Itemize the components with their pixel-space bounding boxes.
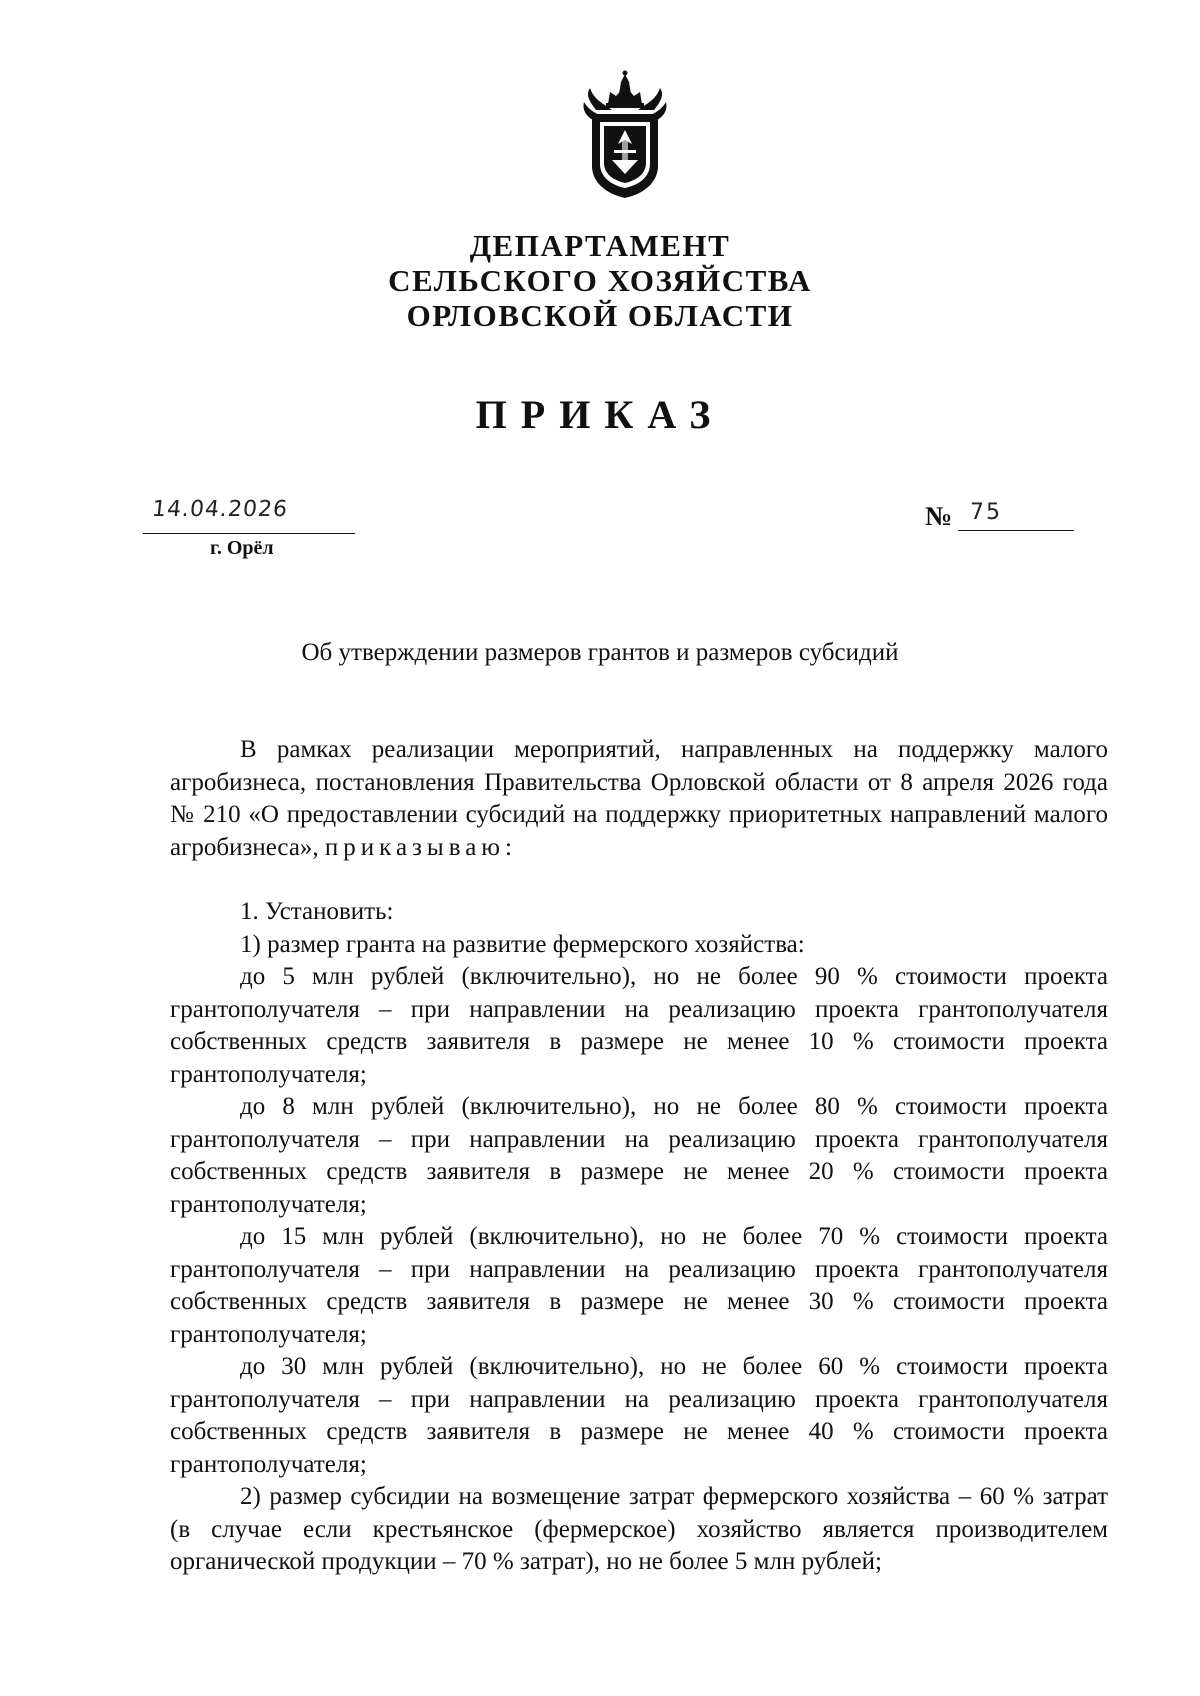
order-number-label: №: [925, 501, 953, 531]
grant-tier-4: до 30 млн рублей (включительно), но не более 60 % стоимости проекта грантополучателя – при направлении на реализацию проекта грантополучателя собственных средств заявителя в размере не менее 40 % стоимости проекта грантополучателя;: [170, 1353, 1108, 1478]
department-name-line-3: ОРЛОВСКОЙ ОБЛАСТИ: [406, 298, 794, 333]
grant-tier-3: до 15 млн рублей (включительно), но не более 70 % стоимости проекта грантополучателя – при направлении на реализацию проекта грантополучателя собственных средств заявителя в размере не менее 30 % стоимости проекта грантополучателя;: [170, 1223, 1108, 1348]
order-subject: Об утверждении размеров грантов и размеров субсидий: [301, 639, 899, 666]
coat-of-arms-icon: [578, 70, 672, 202]
order-body: [170, 734, 1108, 1579]
preamble-command: приказываю:: [324, 833, 517, 861]
item-1-1: 1) размер гранта на развитие фермерского хозяйства:: [240, 930, 805, 958]
preamble-paragraph: [170, 734, 1108, 864]
department-name-line-2: СЕЛЬСКОГО ХОЗЯЙСТВА: [388, 263, 812, 298]
preamble-text: В рамках реализации мероприятий, направленных на поддержку малого агробизнеса, постановления Правительства Орловской области от 8 апреля 2026 года № 210 «О предоставлении субсидий на поддержку приоритетных направлений малого агробизнеса»,: [170, 736, 1108, 861]
grant-tier-2: до 8 млн рублей (включительно), но не более 80 % стоимости проекта грантополучателя – при направлении на реализацию проекта грантополучателя собственных средств заявителя в размере не менее 20 % стоимости проекта грантополучателя;: [170, 1093, 1108, 1218]
number-underline: [958, 530, 1074, 531]
order-number: 75: [970, 500, 1002, 525]
document-title: ПРИКАЗ: [475, 392, 725, 437]
city-label: г. Орёл: [210, 537, 274, 559]
date-underline: [143, 533, 355, 534]
item-1: 1. Установить:: [240, 898, 394, 925]
department-name-line-1: ДЕПАРТАМЕНТ: [469, 228, 731, 263]
grant-tier-1: до 5 млн рублей (включительно), но не более 90 % стоимости проекта грантополучателя – при направлении на реализацию проекта грантополучателя собственных средств заявителя в размере не менее 10 % стоимости проекта грантополучателя;: [170, 963, 1108, 1088]
order-date: 14.04.2026: [150, 497, 290, 522]
item-1-2: 2) размер субсидии на возмещение затрат фермерского хозяйства – 60 % затрат (в случае если крестьянское (фермерское) хозяйство является производителем органической продукции – 70 % затрат), но не более 5 млн рублей;: [170, 1483, 1108, 1575]
